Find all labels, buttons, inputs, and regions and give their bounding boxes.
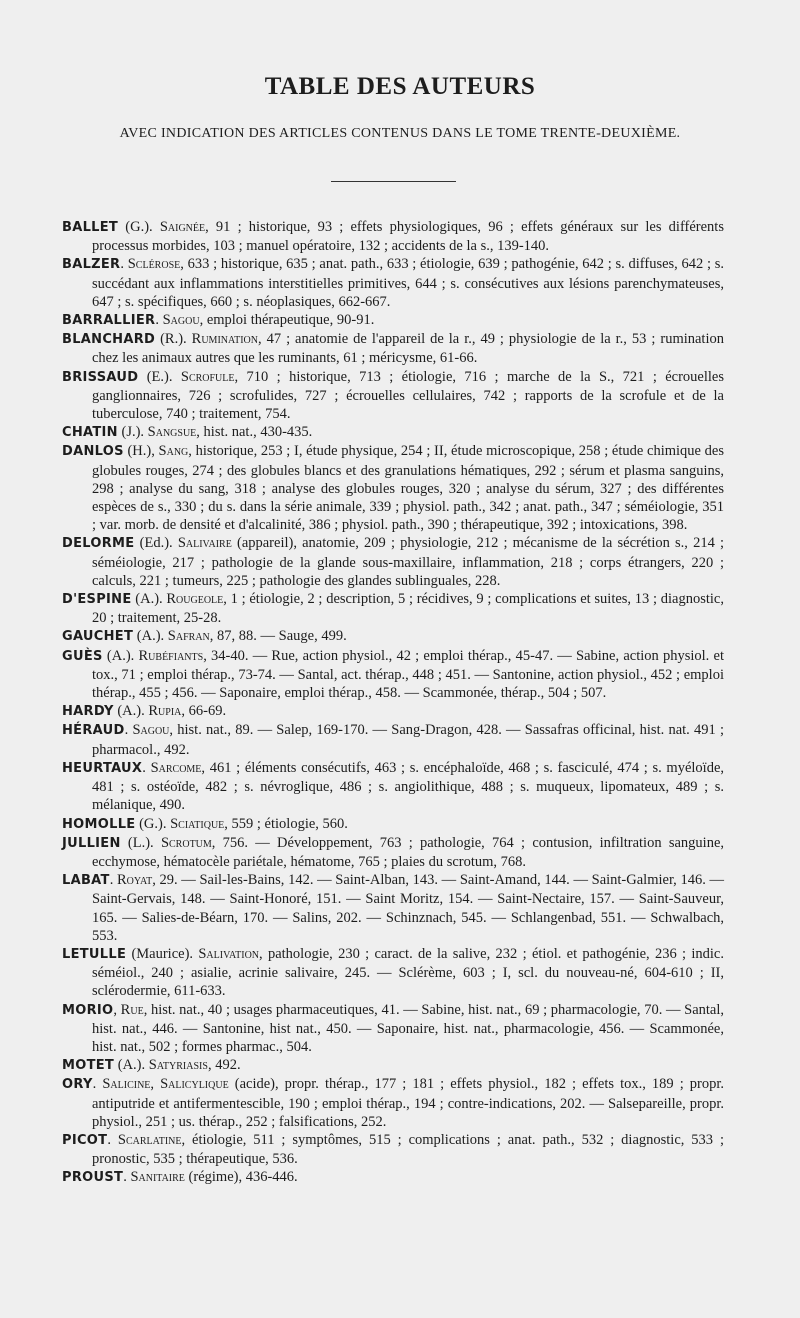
author-entry [62,871,724,945]
author-initials: . [109,872,117,889]
article-details: , 559 ; étiologie, 560. [224,815,348,832]
author-initials: . [92,1076,103,1093]
article-details: , hist. nat., 40 ; usages pharmaceutiques, 41. — Sabine, hist. nat., 69 ; pharmacologie, 70. — Santal, hist. nat., 446. — Santonine, hist nat., 450. — Saponaire, hist. nat., pharmacologie, 456. — Scammonée, hist. nat., 502 ; formes pharmac., 504. [92,1001,724,1055]
article-title: Salicine, Salicylique [102,1076,229,1093]
author-name: LABAT [62,873,110,889]
author-initials: . [142,759,151,776]
article-details: , 710 ; historique, 713 ; étiologie, 716 ; marche de la S., 721 ; écrouelles ganglionnaires, 726 ; scrofulides, 727 ; écrouelles cellulaires, 742 ; rapports de la scrofule et de la tuberculose, 740 ; traitement, 754. [92,368,725,423]
article-title: Salivation [198,945,260,962]
article-details: (appareil), anatomie, 209 ; physiologie, 212 ; mécanisme de la sécrétion s., 214 ; séméiologie, 217 ; pathologie de la glande sous-maxillaire, inflammation, 218 ; corps étrangers, 220 ; calculs, 221 ; tumeurs, 225 ; pathologie des glandes sublinguales, 228. [92,535,724,589]
author-initials: (A.). [131,591,167,608]
article-title: Scrofule [180,368,235,385]
author-name: PICOT [62,1132,108,1148]
author-name: BALZER [62,257,121,273]
author-name: BARRALLIER [62,313,156,329]
author-name: PROUST [62,1170,124,1186]
article-title: Satyriasis [148,1057,208,1074]
author-initials: (A.). [113,703,149,720]
author-entry [62,1131,724,1168]
article-details: , 47 ; anatomie de l'appareil de la r., 49 ; physiologie de la r., 53 ; rumination chez les animaux autres que les ruminants, 61 ; méricysme, 61-66. [92,331,724,367]
author-entry [62,945,724,1001]
author-name: JULLIEN [62,835,121,851]
author-entry [62,330,724,367]
author-name: BALLET [62,220,119,235]
author-entry [62,442,724,534]
article-details: , 461 ; éléments consécutifs, 463 ; s. encéphaloïde, 468 ; s. fasciculé, 474 ; s. myéloïde, 481 ; s. ostéoïde, 482 ; s. névroglique, 486 ; s. angiolithique, 488 ; s. muqueux, lipomateux, 489 ; s. mélanique, 490. [92,759,725,814]
page-subtitle: AVEC INDICATION DES ARTICLES CONTENUS DANS LE TOME TRENTE-DEUXIÈME. [119,126,681,141]
article-title: Scrotum [160,834,212,851]
author-initials: . [155,312,163,329]
author-entry [62,590,724,627]
author-name: GAUCHET [62,629,134,645]
author-entry [62,1075,724,1131]
author-entry [62,1001,724,1057]
author-name: GUÈS [62,648,103,664]
author-entry [62,834,724,871]
page-title: TABLE DES AUTEURS [264,73,536,100]
author-entry [62,534,724,590]
article-title: Sagou [132,722,170,739]
article-details: , 91 ; historique, 93 ; effets physiologiques, 96 ; effets généraux sur les différents processus morbides, 103 ; manuel opératoire, 132 ; accidents de la s., 139-140. [92,219,724,255]
divider-rule [331,181,456,182]
article-details: , 633 ; historique, 635 ; anat. path., 633 ; étiologie, 639 ; pathogénie, 642 ; s. diffuses, 642 ; s. succédant aux inflammations interstitielles primitives, 644 ; s. consécutives aux lésions parenchymateuses, 647 ; s. spécifiques, 660 ; s. néoplasiques, 662-667. [92,256,725,310]
author-name: HEURTAUX [62,760,143,776]
author-name: MORIO [62,1002,114,1018]
author-name: CHATIN [62,425,118,441]
article-details: , 29. — Sail-les-Bains, 142. — Saint-Alban, 143. — Saint-Amand, 144. — Saint-Galmier, 146. — Saint-Gervais, 148. — Saint-Honoré, 151. — Saint Moritz, 154. — Saint-Nectaire, 157. — Saint-Sauveur, 165. — Salies-de-Béarn, 170. — Salins, 202. — Schinznach, 545. — Schlangenbad, 551. — Schwalbach, 553. [92,872,725,944]
author-initials: (Ed.). [134,535,178,552]
author-entry [62,702,724,721]
author-entry [62,255,724,311]
article-details: , emploi thérapeutique, 90-91. [199,312,375,329]
author-initials: (R.). [155,331,192,348]
article-details: , 756. — Développement, 763 ; pathologie, 764 ; contusion, infiltration sanguine, ecchymose, hématocèle pariétale, hématome, 765 ; plaies du scrotum, 768. [92,834,725,870]
article-details: , 87, 88. — Sauge, 499. [209,628,347,645]
author-entry [62,1056,724,1075]
article-title: Saignée [159,219,206,235]
author-initials: (G.). [118,219,160,235]
author-name: MOTET [62,1058,115,1074]
author-entry [62,1168,724,1187]
author-name: ORY [62,1077,93,1093]
author-entry [62,311,724,330]
author-name: BRISSAUD [62,369,139,385]
article-details: , étiologie, 511 ; symptômes, 515 ; complications ; anat. path., 532 ; diagnostic, 533 ; pronostic, 535 ; thérapeutique, 536. [92,1131,724,1168]
author-initials: . [107,1131,118,1148]
author-name: HARDY [62,704,114,720]
article-title: Rumination [191,331,258,348]
author-entry [62,627,724,646]
author-entry [62,423,724,442]
author-initials: . [124,722,133,739]
author-entry [62,759,724,815]
author-initials: (L.). [120,834,161,851]
author-entry [62,368,724,424]
author-initials: (A.). [114,1057,149,1074]
author-entry [62,721,724,758]
article-title: Sagou [162,312,200,329]
author-initials: . [120,256,128,273]
author-name: LETULLE [62,946,127,962]
article-title: Sciatique [170,815,225,832]
author-initials: (H.), [123,443,159,460]
author-initials: (Maurice). [126,945,199,962]
article-title: Rupia [148,703,182,720]
article-title: Rubéfiants [138,647,204,664]
article-details: (régime), 436-446. [184,1169,298,1186]
author-entry [62,647,724,703]
article-title: Safran [167,628,210,645]
article-details: , 492. [207,1057,241,1074]
article-title: Royat [116,872,153,889]
author-initials: (A.). [102,647,139,664]
author-initials: , [113,1001,121,1018]
author-name: HÉRAUD [62,723,125,739]
article-title: Rue [120,1001,144,1018]
article-title: Sang [158,443,189,460]
author-initials: (G.). [135,815,171,832]
author-initials: . [123,1169,131,1186]
article-title: Sarcome [150,759,202,776]
article-details: , 1 ; étiologie, 2 ; description, 5 ; récidives, 9 ; complications et suites, 13 ; diagnostic, 20 ; traitement, 25-28. [92,591,724,627]
article-details: , hist. nat., 89. — Salep, 169-170. — Sang-Dragon, 428. — Sassafras officinal, hist. nat. 491 ; pharmacol., 492. [92,722,725,758]
article-details: , pathologie, 230 ; caract. de la salive, 232 ; étiol. et pathogénie, 236 ; indic. séméiol., 240 ; asialie, acrinie salivaire, 245. — Sclérème, 603 ; I, scl. du nouveau-né, 604-610 ; II, sclérodermie, 611-633. [92,945,724,1000]
article-title: Sanitaire [130,1169,185,1186]
article-details: (acide), propr. thérap., 177 ; 181 ; effets physiol., 182 ; effets tox., 189 ; propr. antiputride et antifermentescible, 190 ; emploi thérap., 194 ; contre-indications, 202. — Salsepareille, propr. physiol., 251 ; us. thérap., 252 ; falsifications, 252. [92,1076,725,1130]
author-initials: (A.). [133,628,168,645]
author-name: D'ESPINE [62,592,132,608]
article-details: , 34-40. — Rue, action physiol., 42 ; emploi thérap., 45-47. — Sabine, action physiol. et tox., 71 ; emploi thérap., 73-74. — Santal, act. thérap., 448 ; 451. — Santonine, action physiol., 452 ; emploi thérap., 455 ; 456. — Saponaire, emploi thérap., 458. — Scammonée, thérap., 504 ; 507. [92,647,724,702]
author-name: HOMOLLE [62,816,136,832]
author-name: DANLOS [62,444,124,460]
author-index [62,218,724,1188]
article-title: Sangsue [147,424,197,441]
article-details: , hist. nat., 430-435. [196,424,313,441]
author-name: BLANCHARD [62,332,156,348]
author-entry [62,815,724,834]
article-title: Sclérose [127,256,181,273]
article-details: , historique, 253 ; I, étude physique, 254 ; II, étude microscopique, 258 ; étude chimique des globules rouges, 274 ; des globules blancs et des granulations hématiques, 292 ; sérum et plasma sanguins, 298 ; analyse du sang, 318 ; analyse des globules rouges, 320 ; analyse du sérum, 327 ; des différentes espèces de s., 330 ; du s. dans la série animale, 339 ; physiol. path., 342 ; anat. path., 347 ; séméiologie, 351 ; var. morb. de densité et d'alcalinité, 386 ; physiol. path., 390 ; thérapeutique, 392 ; intoxications, 398. [92,443,724,534]
article-title: Salivaire [177,535,232,552]
article-title: Rougeole [166,591,224,608]
author-initials: (J.). [117,424,148,441]
author-initials: (E.). [138,368,181,385]
author-name: DELORME [62,536,135,552]
author-entry [62,218,724,255]
article-title: Scarlatine [117,1131,182,1148]
article-details: , 66-69. [181,703,227,720]
